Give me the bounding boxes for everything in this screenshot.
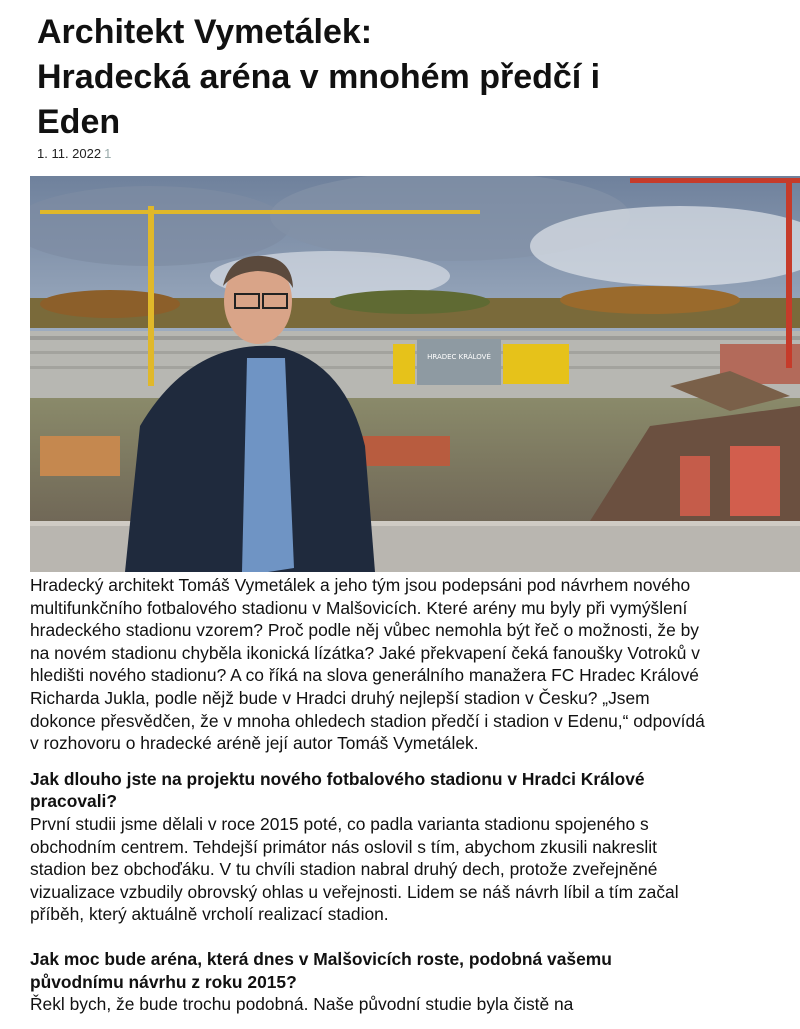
title-line-1: Architekt Vymetálek: (37, 13, 373, 51)
title-line-3: Eden (37, 103, 121, 141)
article-photo (30, 176, 800, 572)
article-intro: Hradecký architekt Tomáš Vymetálek a jeho tým jsou podepsáni pod návrhem nového multifunkčního fotbalového stadionu v Malšovicích. Které arény mu byly při vymýšlení hradeckého stadionu vzorem? Proč podle něj vůbec nemohla být řeč o možnosti, že by na novém stadionu chyběla ikonická lízátka? Jaké překvapení čeká fanoušky Votroků v hledišti nového stadionu? A co říká na slova generálního manažera FC Hradec Králové Richarda Jukla, podle nějž bude v Hradci druhý nejlepší stadion v Česku? „Jsem dokonce přesvědčen, že v mnoha ohledech stadion předčí i stadion v Edenu,“ odpovídá v rozhovoru o hradecké aréně její autor Tomáš Vymetálek. (30, 575, 705, 754)
stadium-sign-text: HRADEC KRÁLOVÉ (427, 353, 491, 361)
stadium-photo-illustration (30, 176, 800, 572)
question-2: Jak moc bude aréna, která dnes v Malšovicích roste, podobná vašemu původnímu návrhu z roku 2015? (30, 948, 612, 992)
publish-date: 1. 11. 2022 (37, 146, 102, 161)
answer-1: První studii jsme dělali v roce 2015 poté, co padla varianta stadionu spojeného s obchodním centrem. Tehdejší primátor nás oslovil s tím, abychom zkusili nakreslit stadion bez obchoďáku. V tu chvíli stadion nabral druhý dech, protože zveřejněné vizualizace vzbudily obrovský ohlas u veřejnosti. Lidem se náš návrh líbil a tím začal příběh, který aktuálně vrcholí realizací stadion. (30, 813, 679, 925)
question-1: Jak dlouho jste na projektu nového fotbalového stadionu v Hradci Králové pracovali? (30, 768, 645, 812)
title-line-2: Hradecká aréna v mnohém předčí i (37, 58, 601, 96)
answer-2: Řekl bych, že bude trochu podobná. Naše původní studie byla čistě na (30, 994, 574, 1015)
comment-count[interactable]: 1 (104, 146, 112, 161)
article-title (37, 10, 777, 145)
article-body (30, 574, 710, 1016)
article-meta (37, 146, 111, 161)
